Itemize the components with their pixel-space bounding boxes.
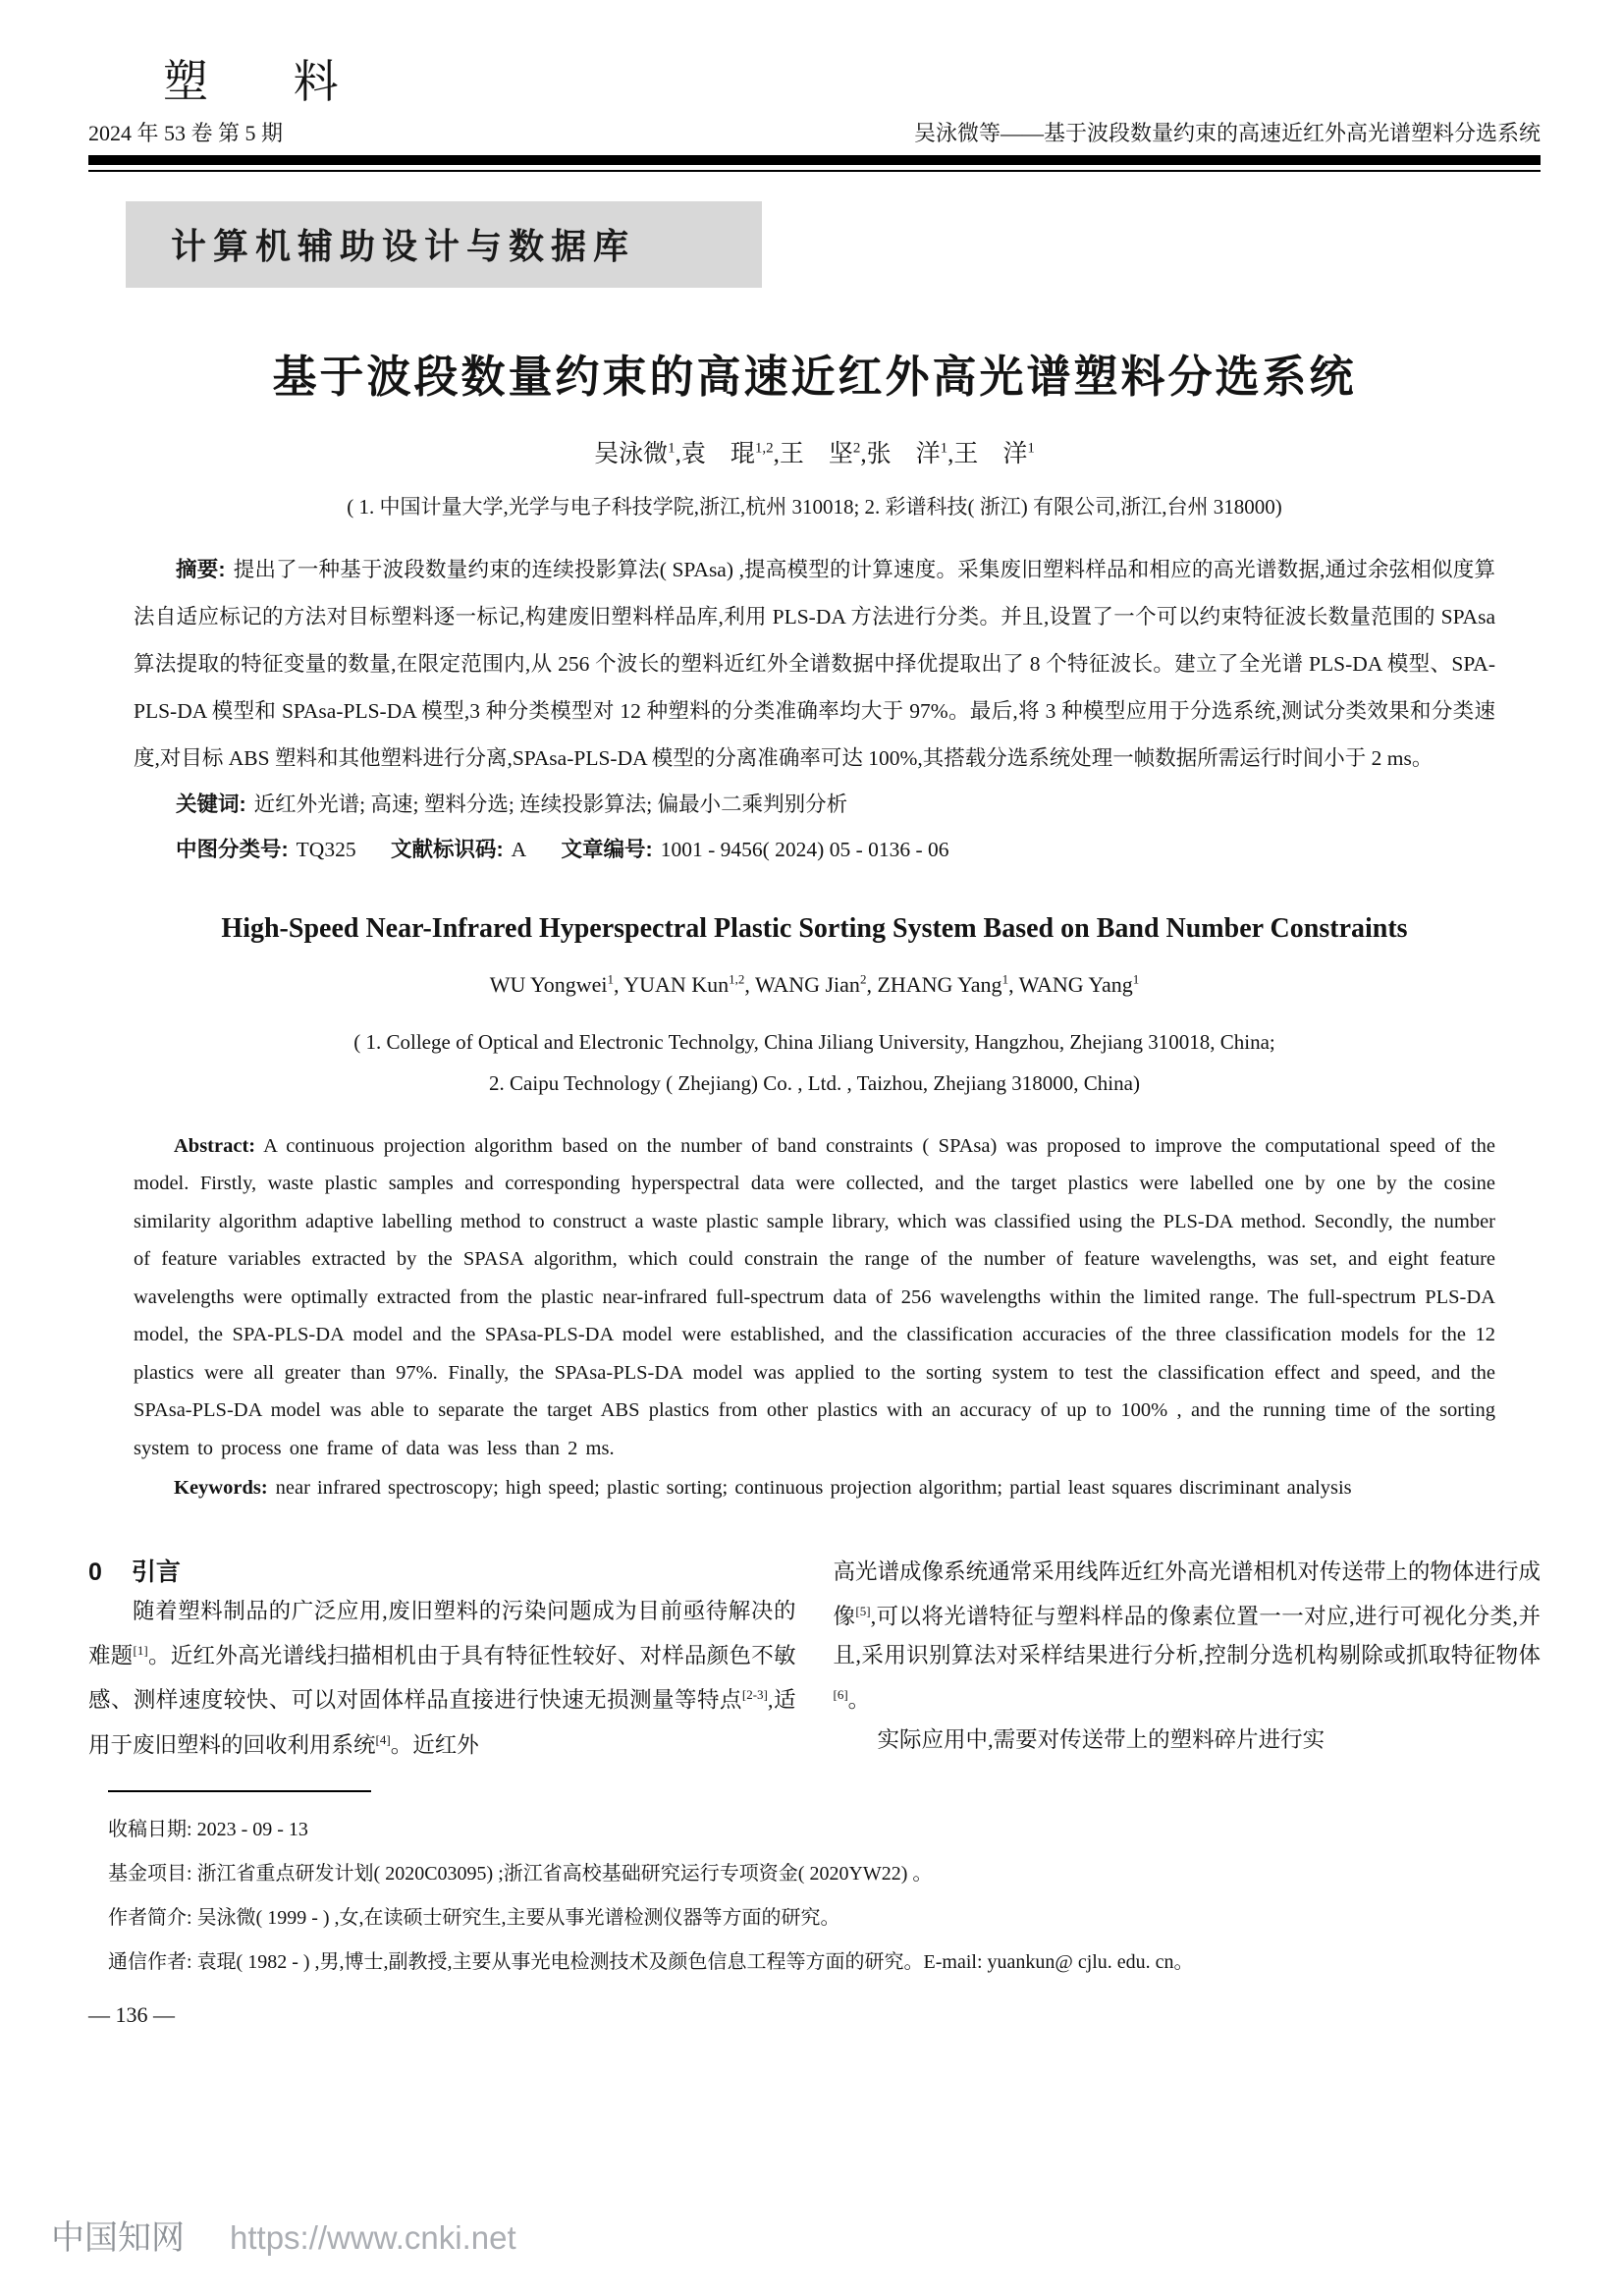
author-en: WANG Jian$^2$ [755,971,867,997]
page-number: — 136 — [88,2002,175,2028]
author-en: ZHANG Yang$^1$ [877,971,1009,997]
author-separator: , [1008,971,1019,997]
issue-info: 2024 年 53 卷 第 5 期 [88,120,284,145]
footnote-received: 收稿日期: 2023 - 09 - 13 [108,1819,308,1841]
body-paragraph: 随着塑料制品的广泛应用,废旧塑料的污染问题成为目前亟待解决的难题[1]。近红外高光谱线扫描相机由于具有特征性较好、对样品颜色不敏感、测样速度较快、可以对固体样品直接进行快速无损测量等特点[2-3],适用于废旧塑料的回收利用系统[4]。近红外 [88,1598,796,1758]
author-separator: , [675,440,681,467]
abstract-label-cn: 摘要: [176,557,226,581]
document-code: 文献标识码: A [390,837,527,861]
affiliation-en-line2: 2. Caipu Technology ( Zhejiang) Co. , Ltd. , Taizhou, Zhejiang 318000, China) [489,1070,1140,1095]
author-separator: , [947,440,954,467]
keywords-label-en: Keywords: [174,1477,268,1500]
author-en: YUAN Kun$^{1,2}$ [623,971,745,997]
clc-number: 中图分类号: TQ325 [176,837,356,861]
abstract-label-en: Abstract: [174,1134,256,1157]
abstract-cn [134,546,1495,782]
body-paragraph: 高光谱成像系统通常采用线阵近红外高光谱相机对传送带上的物体进行成像[5],可以将光谱特征与塑料样品的像素位置一一对应,进行可视化分类,并且,采用识别算法对采样结果进行分析,控制分选机构剔除或抓取特征物体[6]。 [833,1558,1541,1713]
keywords-cn [134,782,1495,827]
keywords-en [134,1469,1495,1507]
keywords-text-cn: 近红外光谱; 高速; 塑料分选; 连续投影算法; 偏最小二乘判别分析 [253,792,848,816]
header-rule-thick [88,155,1541,165]
abstract-text-cn: 提出了一种基于波段数量约束的连续投影算法( SPAsa) ,提高模型的计算速度。采集废旧塑料样品和相应的高光谱数据,通过余弦相似度算法自适应标记的方法对目标塑料逐一标记,构建废旧塑料样品库,利用 PLS-DA 方法进行分类。并且,设置了一个可以约束特征波长数量范围的 SPAsa 算法提取的特征变量的数量,在限定范围内,从 256 个波长的塑料近红外全谱数据中择优提取出了 8 个特征波长。建立了全光谱 PLS-DA 模型、SPA-PLS-DA 模型和 SPAsa-PLS-DA 模型,3 种分类模型对 12 种塑料的分类准确率均大于 97%。最后,将 3 种模型应用于分选系统,测试分类效果和分类速度,对目标 ABS 塑料和其他塑料进行分离,SPAsa-PLS-DA 模型的分离准确率可达 100%,其搭载分选系统处理一帧数据所需运行时间小于 2 ms。 [134,557,1495,770]
clc-line [134,827,1495,872]
author-separator: , [866,971,878,997]
footnote-corresponding-author: 通信作者: 袁琨( 1982 - ) ,男,博士,副教授,主要从事光电检测技术及颜色信息工程等方面的研究。E-mail: yuankun@ cjlu. edu. cn。 [108,1951,1194,1974]
journal-title: 塑 料 [163,55,374,108]
author-list-cn [88,434,1541,469]
section-title: 引言 [131,1558,181,1586]
author-separator: , [773,440,780,467]
author-cn: 袁 琨$^{1,2}$ [680,440,774,467]
cnki-url: https://www.cnki.net [230,2219,516,2256]
cnki-watermark [51,2211,516,2259]
footnote-separator [108,1790,371,1792]
section-banner [126,201,762,288]
article-title-cn: 基于波段数量约束的高速近红外高光谱塑料分选系统 [272,351,1357,402]
author-en: WU Yongwei$^1$ [489,971,614,997]
author-cn: 吴泳微$^1$ [594,440,676,467]
running-head [88,117,1541,147]
header-rule-thin [88,170,1541,172]
affiliation-cn: ( 1. 中国计量大学,光学与电子科技学院,浙江,杭州 310018; 2. 彩谱科技( 浙江) 有限公司,浙江,台州 318000) [347,494,1282,519]
author-en: WANG Yang$^1$ [1018,971,1140,997]
abstract-text-en: A continuous projection algorithm based on the number of band constraints ( SPAsa) was proposed to improve the computational speed of the model. Firstly, waste plastic samples and corresponding hyperspectral data were collected, and the target plastics were labelled one by one by the cosine similarity algorithm adaptive labelling method to construct a waste plastic sample library, which was classified using the PLS-DA method. Secondly, the number of feature variables extracted by the SPASA algorithm, which could constrain the range of the number of feature wavelengths, was set, and eight feature wavelengths were optimally extracted from the plastic near-infrared full-spectrum data of 256 wavelengths within the limited range. The full-spectrum PLS-DA model, the SPA-PLS-DA model and the SPAsa-PLS-DA model were established, and the classification accuracies of the three classification models for the 12 plastics were all greater than 97%. Finally, the SPAsa-PLS-DA model was applied to the sorting system to test the classification effect and speed, and the SPAsa-PLS-DA model was able to separate the target ABS plastics from other plastics with an accuracy of up to 100% , and the running time of the sorting system to process one frame of data was less than 2 ms. [134,1134,1495,1459]
author-cn: 王 坚$^2$ [779,440,861,467]
author-separator: , [744,971,755,997]
article-title-en: High-Speed Near-Infrared Hyperspectral Plastic Sorting System Based on Band Number Constraints [221,912,1408,944]
keywords-text-en: near infrared spectroscopy; high speed; plastic sorting; continuous projection algorithm; partial least squares discriminant analysis [275,1477,1352,1500]
footnote-author-bio: 作者简介: 吴泳微( 1999 - ) ,女,在读硕士研究生,主要从事光谱检测仪器等方面的研究。 [108,1907,840,1930]
author-cn: 王 洋$^1$ [953,440,1035,467]
left-column [88,1553,796,1766]
author-separator: , [860,440,867,467]
right-column [834,1553,1542,1766]
keywords-label-cn: 关键词: [176,792,246,816]
affiliation-en-line1: ( 1. College of Optical and Electronic Technolgy, China Jiliang University, Hangzhou, Zhejiang 310018, China; [353,1029,1275,1054]
article-id: 文章编号: 1001 - 9456( 2024) 05 - 0136 - 06 [561,837,949,861]
abstract-block-cn [134,546,1495,872]
abstract-en [134,1127,1495,1468]
footnote-funding: 基金项目: 浙江省重点研发计划( 2020C03095) ;浙江省高校基础研究运行专项资金( 2020YW22) 。 [108,1863,933,1886]
section-heading [88,1553,796,1592]
body-paragraph: 实际应用中,需要对传送带上的塑料碎片进行实 [877,1726,1325,1752]
author-cn: 张 洋$^1$ [866,440,948,467]
running-title: 吴泳微等——基于波段数量约束的高速近红外高光谱塑料分选系统 [913,120,1541,145]
author-list-en [88,972,1541,998]
affiliation-en [88,1021,1541,1104]
author-separator: , [614,971,624,997]
section-number: 0 [88,1558,102,1586]
body-columns [88,1553,1541,1766]
section-banner-label: 计算机辅助设计与数据库 [171,226,636,267]
cnki-brand: 中国知网 [51,2219,185,2257]
footnotes [108,1808,1541,1985]
